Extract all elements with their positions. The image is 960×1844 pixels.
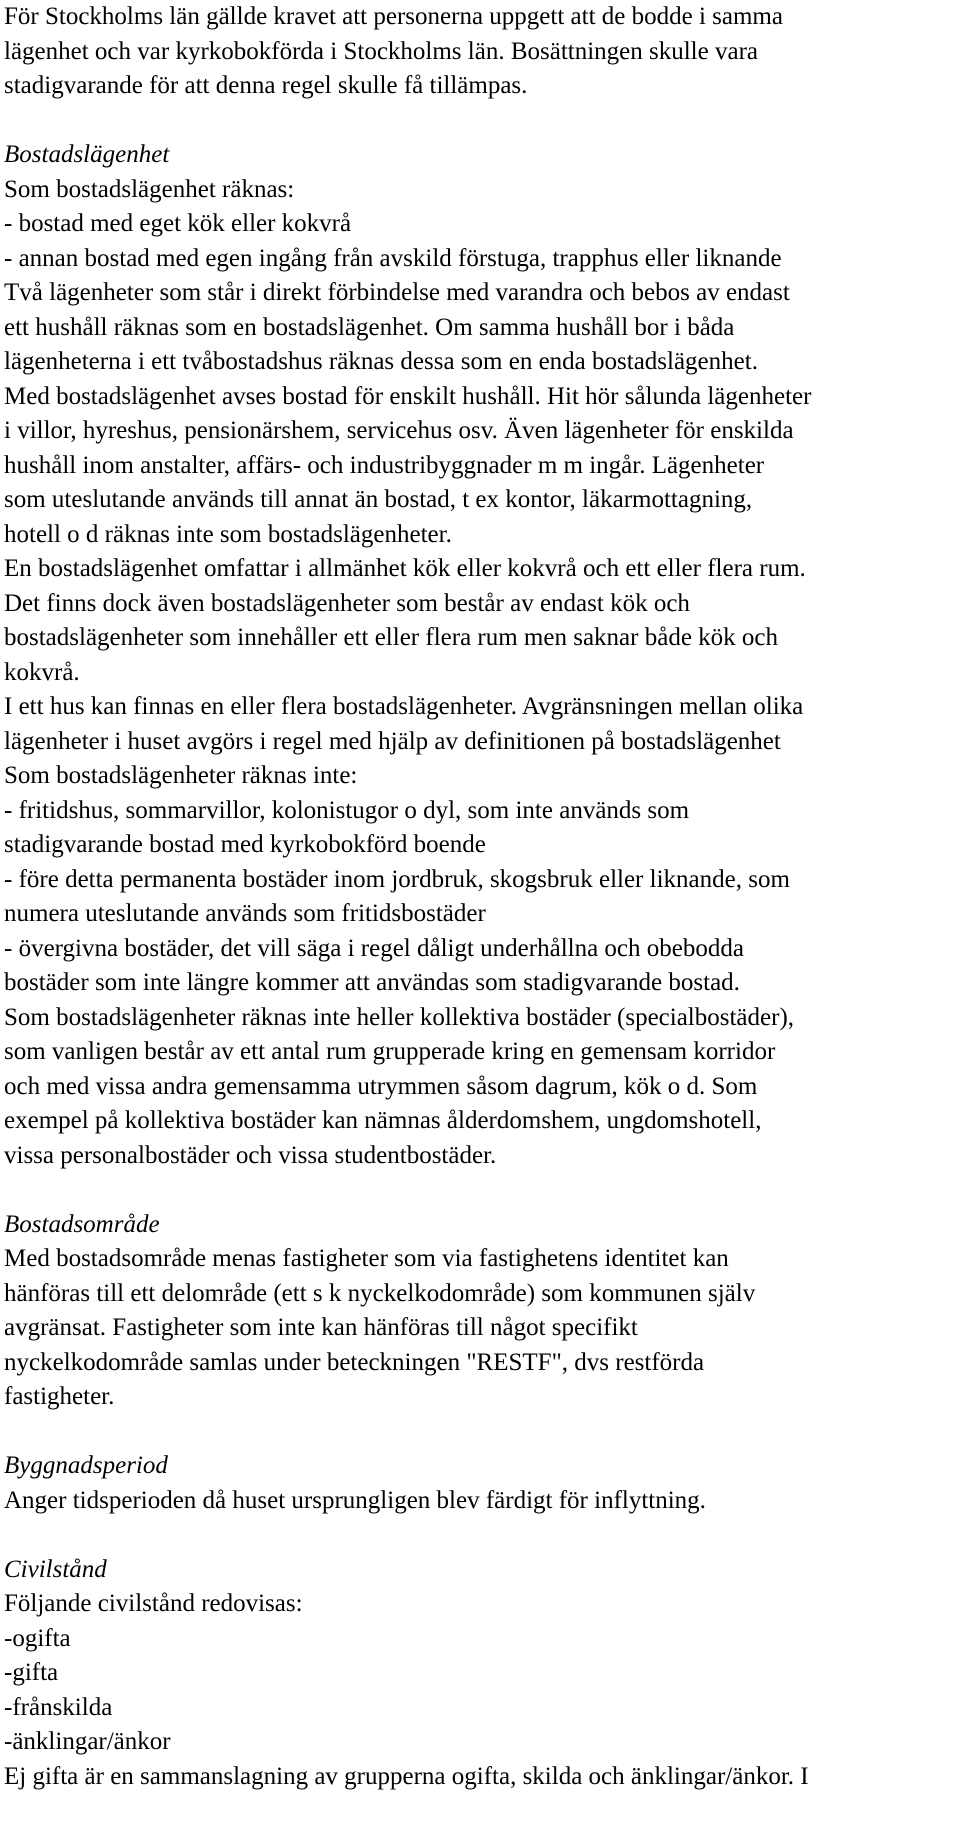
text-line: Som bostadslägenheter räknas inte: [4,762,358,789]
text-line: ett hushåll räknas som en bostadslägenhet. Om samma hushåll bor i båda [4,313,735,341]
text-line: fastigheter. [4,1383,115,1410]
text-line: - före detta permanenta bostäder inom jordbruk, skogsbruk eller liknande, som [4,865,790,893]
text-line: stadigvarande för att denna regel skulle få tillämpas. [4,72,528,99]
text-line: -frånskilda [4,1693,113,1721]
document-page [4,0,956,1794]
paragraph-gap [4,1415,956,1450]
paragraph-gap [4,1173,956,1208]
text-line: -ogifta [4,1624,71,1652]
text-line: - övergivna bostäder, det vill säga i regel dåligt underhållna och obebodda [4,934,744,962]
text-line: numera uteslutande används som fritidsbostäder [4,900,486,927]
section-byggnadsperiod [4,1449,956,1518]
text-line: - annan bostad med egen ingång från avskild förstuga, trapphus eller liknande [4,244,782,272]
text-line: Som bostadslägenhet räknas: [4,175,295,203]
section-heading: Civilstånd [4,1555,107,1583]
text-line: Som bostadslägenheter räknas inte heller kollektiva bostäder (specialbostäder), [4,1003,795,1031]
text-line: Med bostadslägenhet avses bostad för enskilt hushåll. Hit hör sålunda lägenheter [4,382,812,410]
text-line: - bostad med eget kök eller kokvrå [4,210,352,237]
text-line: Det finns dock även bostadslägenheter som består av endast kök och [4,589,690,617]
text-line: kokvrå. [4,658,80,686]
intro-paragraph [4,0,956,104]
text-line: lägenheter i huset avgörs i regel med hjälp av definitionen på bostadslägenhet [4,727,781,755]
text-line: bostadslägenheter som innehåller ett eller flera rum men saknar både kök och [4,624,779,651]
text-line: och med vissa andra gemensamma utrymmen såsom dagrum, kök o d. Som [4,1072,758,1100]
text-line: Följande civilstånd redovisas: [4,1590,303,1617]
section-bostadslagenhet [4,138,956,1173]
text-line: avgränsat. Fastigheter som inte kan hänföras till något specifikt [4,1314,638,1341]
text-line: En bostadslägenhet omfattar i allmänhet kök eller kokvrå och ett eller flera rum. [4,555,806,582]
text-line: lägenheterna i ett tvåbostadshus räknas dessa som en enda bostadslägenhet. [4,348,758,375]
paragraph-gap [4,1518,956,1553]
text-line: bostäder som inte längre kommer att användas som stadigvarande bostad. [4,969,740,996]
section-civilstand [4,1553,956,1795]
text-line: För Stockholms län gällde kravet att personerna uppgett att de bodde i samma [4,3,783,30]
text-line: vissa personalbostäder och vissa studentbostäder. [4,1141,497,1169]
section-bostadsomrade [4,1208,956,1415]
text-line: Anger tidsperioden då huset ursprungligen blev färdigt för inflyttning. [4,1486,706,1514]
section-heading: Bostadslägenhet [4,141,170,168]
text-line: I ett hus kan finnas en eller flera bostadslägenheter. Avgränsningen mellan olika [4,693,804,720]
text-line: hotell o d räknas inte som bostadslägenheter. [4,520,452,548]
text-line: i villor, hyreshus, pensionärshem, servicehus osv. Även lägenheter för enskilda [4,417,794,444]
text-line: -änklingar/änkor [4,1728,171,1755]
text-line: som uteslutande används till annat än bostad, t ex kontor, läkarmottagning, [4,486,753,513]
text-line: stadigvarande bostad med kyrkobokförd boende [4,831,486,858]
text-line: som vanligen består av ett antal rum grupperade kring en gemensam korridor [4,1038,776,1065]
text-line: hushåll inom anstalter, affärs- och industribyggnader m m ingår. Lägenheter [4,451,765,479]
text-line: hänföras till ett delområde (ett s k nyckelkodområde) som kommunen själv [4,1279,756,1307]
section-heading: Bostadsområde [4,1210,160,1238]
text-line: - fritidshus, sommarvillor, kolonistugor o dyl, som inte används som [4,796,690,824]
paragraph-gap [4,104,956,139]
text-line: Ej gifta är en sammanslagning av grupperna ogifta, skilda och änklingar/änkor. I [4,1762,809,1790]
text-line: exempel på kollektiva bostäder kan nämnas ålderdomshem, ungdomshotell, [4,1107,762,1134]
section-heading: Byggnadsperiod [4,1452,168,1479]
text-line: lägenhet och var kyrkobokförda i Stockholms län. Bosättningen skulle vara [4,37,758,65]
text-line: nyckelkodområde samlas under beteckningen "RESTF", dvs restförda [4,1348,705,1376]
text-line: -gifta [4,1659,59,1686]
text-line: Två lägenheter som står i direkt förbindelse med varandra och bebos av endast [4,279,790,306]
text-line: Med bostadsområde menas fastigheter som via fastighetens identitet kan [4,1245,729,1272]
